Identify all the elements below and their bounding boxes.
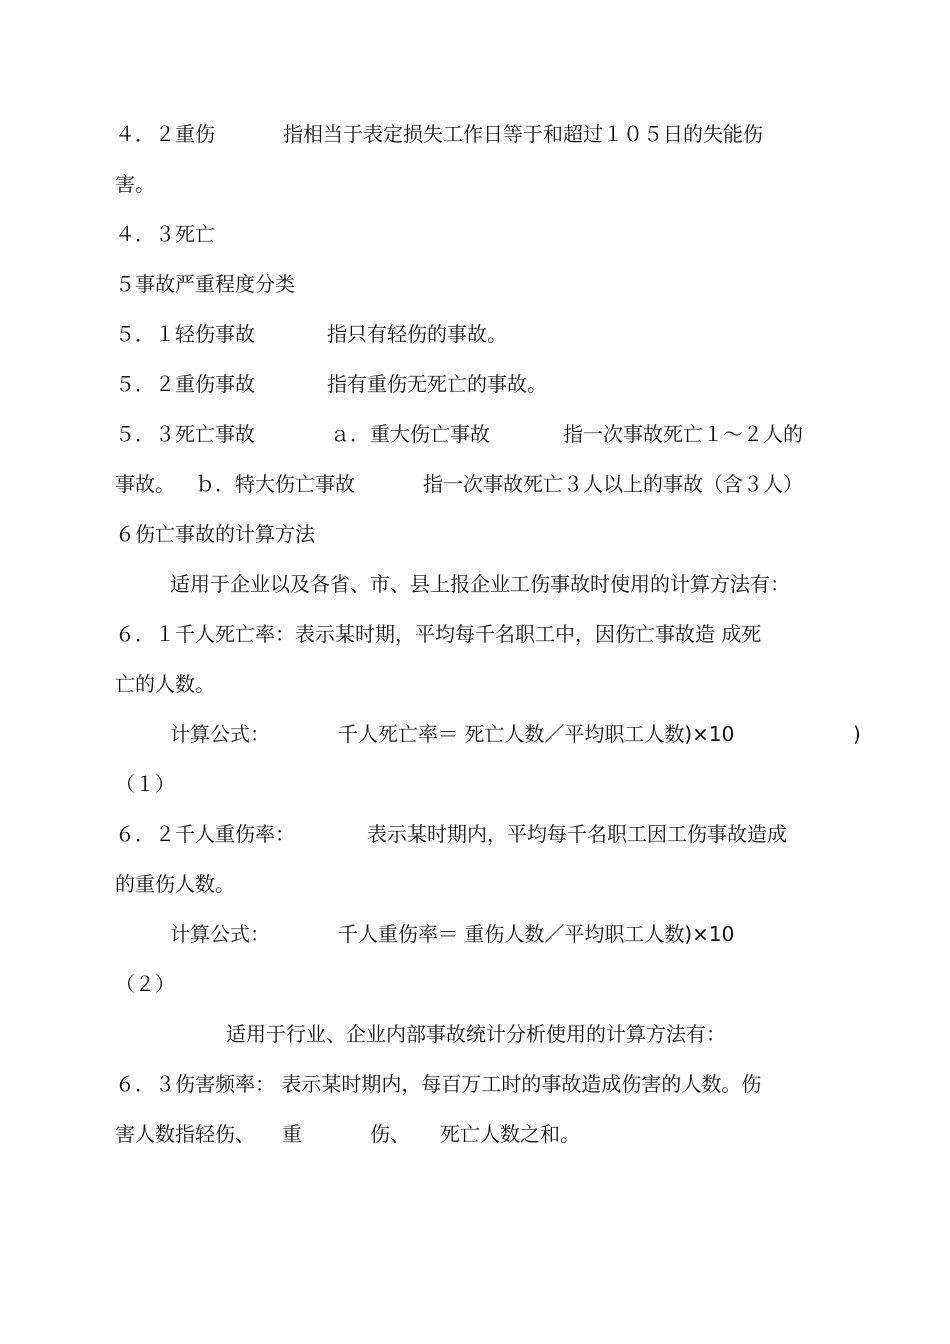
clause-label: ４．３死亡 (115, 222, 215, 246)
clause-text: 指只有轻伤的事故。 (327, 322, 507, 346)
sub-clause-label: ａ．重大伤亡事故 (330, 422, 490, 446)
line-continuation (0, 1122, 580, 1266)
clause-label: ４．２重伤 (115, 122, 215, 146)
formula-text: 千人重伤率＝ 重伤人数／平均职工人数)×10 (338, 922, 735, 946)
formula-number: （２） (115, 972, 175, 996)
sub-clause-label: ｂ．特大伤亡事故 (195, 472, 355, 496)
formula-label: 计算公式： (170, 722, 270, 746)
clause-text: 指有重伤无死亡的事故。 (327, 372, 547, 396)
clause-text: 事故。 (115, 472, 175, 496)
clause-text: ６．３伤害频率： 表示某时期内，每百万工时的事故造成伤害的人数。伤 (115, 1072, 762, 1096)
clause-text: 死亡人数之和。 (440, 1122, 580, 1146)
clause-text: ６．１千人死亡率：表示某时期，平均每千名职工中，因伤亡事故造 成死 (115, 622, 762, 646)
formula-text: 千人死亡率＝ 死亡人数／平均职工人数)×10 (338, 722, 735, 746)
clause-text: 重 (282, 1122, 302, 1146)
clause-label: ５．３死亡事故 (115, 422, 255, 446)
formula-number: （１） (115, 772, 175, 796)
clause-text: 指相当于表定损失工作日等于和超过１０５日的失能伤 (283, 122, 763, 146)
clause-label: ５．２重伤事故 (115, 372, 255, 396)
clause-text: 指一次事故死亡３人以上的事故（含３人） (423, 472, 803, 496)
section-heading: ５事故严重程度分类 (115, 272, 295, 296)
formula-label: 计算公式： (170, 922, 270, 946)
clause-text: 伤、 (370, 1122, 410, 1146)
clause-text: 指一次事故死亡１～２人的 (563, 422, 803, 446)
clause-text: 害人数指轻伤、 (115, 1122, 255, 1146)
clause-label: ６．２千人重伤率： (115, 822, 295, 846)
formula-paren: ) (853, 722, 861, 746)
paragraph-text: 适用于行业、企业内部事故统计分析使用的计算方法有： (226, 1022, 726, 1046)
clause-label: ５．１轻伤事故 (115, 322, 255, 346)
section-heading: ６伤亡事故的计算方法 (115, 522, 315, 546)
clause-text: 亡的人数。 (115, 672, 215, 696)
clause-text: 表示某时期内，平均每千名职工因工伤事故造成 (367, 822, 787, 846)
paragraph-text: 适用于企业以及各省、市、县上报企业工伤事故时使用的计算方法有： (170, 572, 790, 596)
clause-text: 的重伤人数。 (115, 872, 235, 896)
clause-text: 害。 (115, 172, 155, 196)
